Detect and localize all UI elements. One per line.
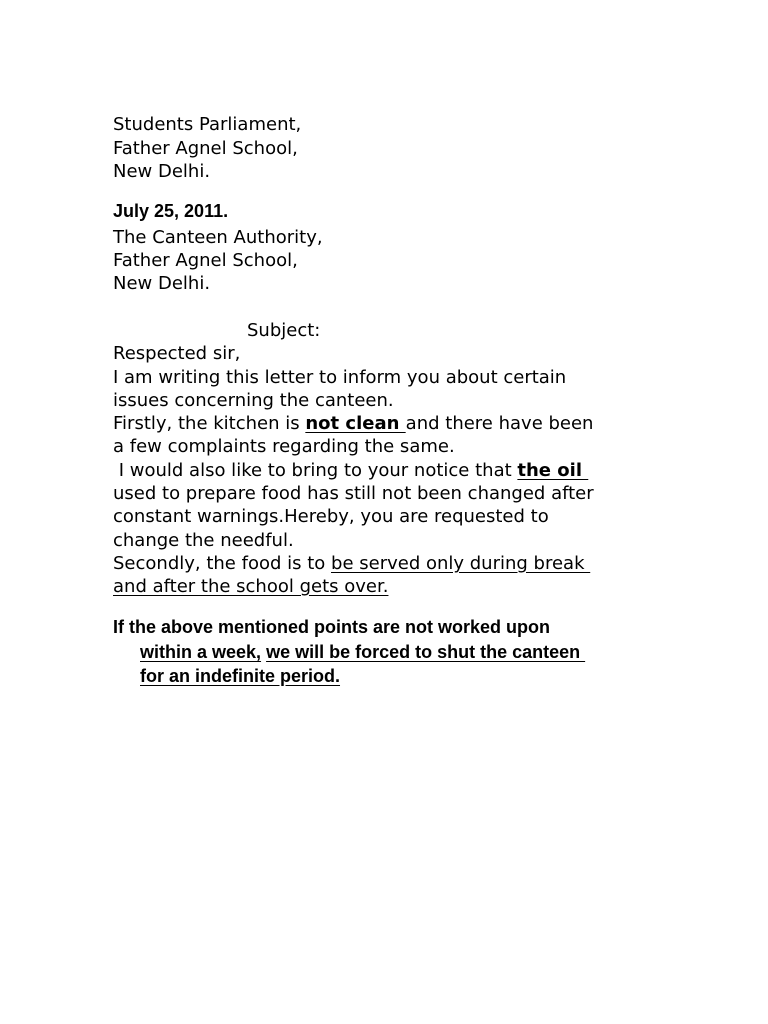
body-p4-text: Secondly, the food is to [113,553,332,574]
letter-date: July 25, 2011. [113,201,229,221]
body-p3-text: I would also like to bring to your notice that [113,460,518,481]
recipient-line-3: New Delhi. [113,273,211,294]
body-p2-text: Firstly, the kitchen is [113,413,306,434]
body-p3-line-2: used to prepare food has still not been changed after [113,483,594,504]
warning-line-2 [140,640,585,664]
emphasis-the-oil: the oil [517,460,589,481]
body-p2-text-end: and there have been [405,413,594,434]
warning-shut-canteen: we will be forced to shut the canteen [266,642,586,662]
salutation: Respected sir, [113,343,241,364]
body-p2-line-1 [113,412,593,435]
warning-line-3: for an indefinite period. [140,666,341,686]
body-p3-line-1 [113,459,588,482]
sender-line-2: Father Agnel School, [113,138,298,159]
body-p1-line-2: issues concerning the canteen. [113,390,394,411]
sender-line-1: Students Parliament, [113,114,302,135]
body-p3-line-3: constant warnings.Hereby, you are requested to [113,506,549,527]
emphasis-not-clean: not clean [305,413,406,434]
warning-within-a-week: within a week, [140,642,262,662]
body-p1-line-1: I am writing this letter to inform you about certain [113,367,567,388]
body-p2-line-2: a few complaints regarding the same. [113,436,455,457]
recipient-line-1: The Canteen Authority, [113,227,323,248]
body-p4-line-2: and after the school gets over. [113,576,389,597]
sender-line-3: New Delhi. [113,161,211,182]
recipient-line-2: Father Agnel School, [113,250,298,271]
emphasis-served-during-break: be served only during break [331,553,591,574]
subject-label: Subject: [247,320,321,341]
body-p4-line-1 [113,552,590,575]
body-p3-line-4: change the needful. [113,530,294,551]
warning-line-1: If the above mentioned points are not worked upon [113,617,551,637]
